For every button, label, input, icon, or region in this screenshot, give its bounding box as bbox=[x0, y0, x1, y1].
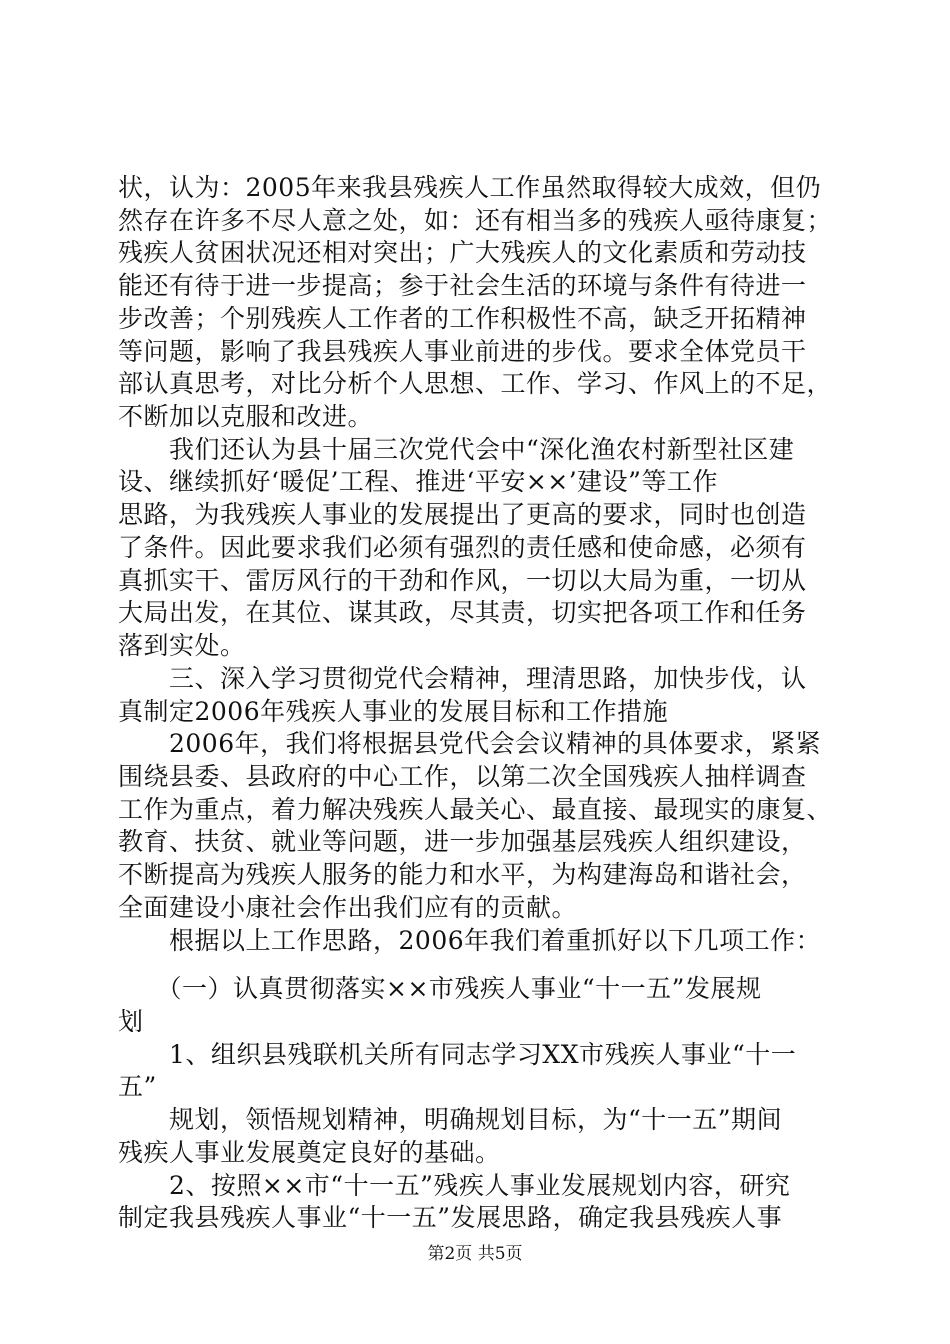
page-footer: 第2页 共5页 bbox=[427, 1244, 523, 1264]
list-item-line: 五” bbox=[118, 1072, 157, 1101]
body-text-line: 教育、扶贫、就业等问题，进一步加强基层残疾人组织建设， bbox=[118, 827, 807, 856]
body-text-line: 工作为重点，着力解决残疾人最关心、最直接、最现实的康复、 bbox=[118, 795, 833, 824]
body-text-line: 不断提高为残疾人服务的能力和水平，为构建海岛和谐社会， bbox=[118, 860, 807, 889]
list-item-line: 2、按照××市“十一五”残疾人事业发展规划内容，研究 bbox=[118, 1171, 791, 1200]
body-text-line: 然存在许多不尽人意之处，如：还有相当多的残疾人亟待康复； bbox=[118, 206, 833, 235]
body-text-line: 残疾人贫困状况还相对突出；广大残疾人的文化素质和劳动技 bbox=[118, 238, 807, 267]
body-text-line: 步改善；个别残疾人工作者的工作积极性不高，缺乏开拓精神 bbox=[118, 304, 807, 333]
body-text-line: 等问题，影响了我县残疾人事业前进的步伐。要求全体党员干 bbox=[118, 337, 807, 366]
body-text-line: 不断加以克服和改进。 bbox=[118, 402, 374, 431]
body-text-line: 设、继续抓好‘暖促’工程、推进‘平安××’建设”等工作 bbox=[118, 467, 718, 496]
subsection-heading-line: （一）认真贯彻落实××市残疾人事业“十一五”发展规 bbox=[118, 974, 762, 1003]
body-text-line: 根据以上工作思路，2006年我们着重抓好以下几项工作： bbox=[118, 926, 822, 955]
list-item-line: 制定我县残疾人事业“十一五”发展思路，确定我县残疾人事 bbox=[118, 1203, 783, 1232]
body-text-line: 落到实处。 bbox=[118, 631, 246, 660]
body-text-line: 部认真思考，对比分析个人思想、工作、学习、作风上的不足， bbox=[118, 369, 833, 398]
body-text-line: 大局出发，在其位、谋其政，尽其责，切实把各项工作和任务 bbox=[118, 598, 807, 627]
body-text-line: 状，认为：2005年来我县残疾人工作虽然取得较大成效，但仍 bbox=[118, 173, 822, 202]
section-heading-line: 真制定2006年残疾人事业的发展目标和工作措施 bbox=[118, 697, 669, 726]
subsection-heading-line: 划 bbox=[118, 1007, 144, 1036]
list-item-line: 1、组织县残联机关所有同志学习XX市残疾人事业“十一 bbox=[118, 1040, 797, 1069]
body-text-line: 能还有待于进一步提高；参于社会生活的环境与条件有待进一 bbox=[118, 271, 807, 300]
section-heading-line: 三、深入学习贯彻党代会精神，理清思路，加快步伐，认 bbox=[118, 664, 807, 693]
body-text-line: 我们还认为县十届三次党代会中“深化渔农村新型社区建 bbox=[118, 435, 795, 464]
body-text-line: 2006年，我们将根据县党代会会议精神的具体要求，紧紧 bbox=[118, 729, 822, 758]
body-text-line: 真抓实干、雷厉风行的干劲和作风，一切以大局为重，一切从 bbox=[118, 566, 807, 595]
body-text-line: 了条件。因此要求我们必须有强烈的责任感和使命感，必须有 bbox=[118, 533, 807, 562]
body-text-line: 思路，为我残疾人事业的发展提出了更高的要求，同时也创造 bbox=[118, 500, 807, 529]
list-item-line: 规划，领悟规划精神，明确规划目标，为“十一五”期间 bbox=[118, 1105, 783, 1134]
body-text-line: 围绕县委、县政府的中心工作，以第二次全国残疾人抽样调查 bbox=[118, 762, 807, 791]
body-text-line: 全面建设小康社会作出我们应有的贡献。 bbox=[118, 893, 578, 922]
list-item-line: 残疾人事业发展奠定良好的基础。 bbox=[118, 1138, 501, 1167]
